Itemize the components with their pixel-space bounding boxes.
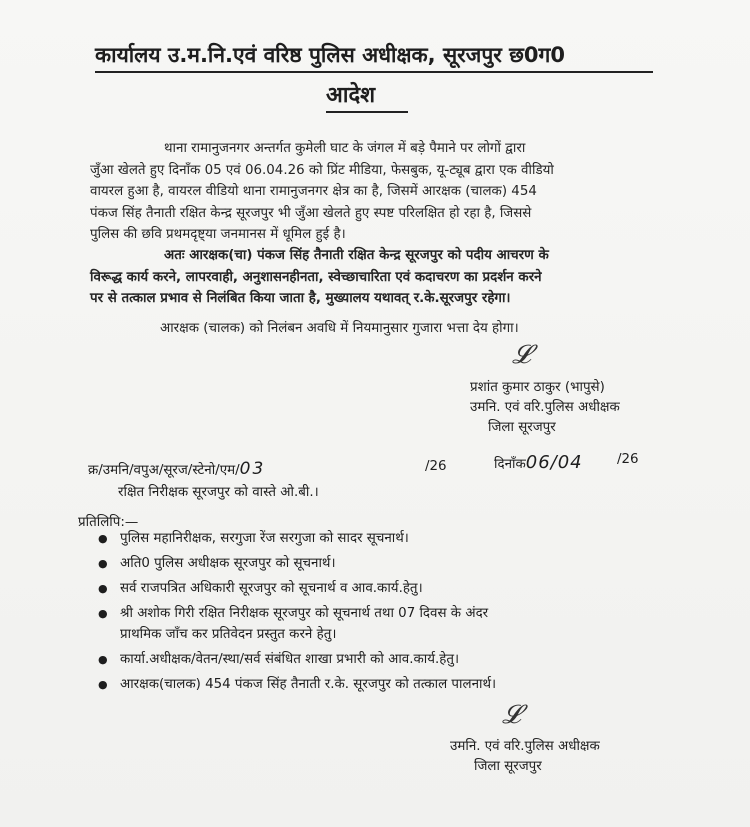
signature-mark: 𝓛 [512, 340, 531, 370]
paragraph-line: पंकज सिंह तैनाती रक्षित केन्द्र सूरजपुर भी जुँआ खेलते हुए स्पष्ट परिलक्षित हो रहा है, जिससे [90, 205, 532, 221]
paragraph-line: पुलिस की छवि प्रथमदृष्ट्या जनमानस में धूमिल हुई है। [90, 227, 346, 242]
copy-label: प्रतिलिपि:— [78, 515, 139, 530]
order-heading: आदेश [326, 83, 376, 108]
date-year: /26 [617, 452, 639, 467]
list-item-text: श्री अशोक गिरी रक्षित निरीक्षक सूरजपुर को सूचनार्थ तथा 07 दिवस के अंदर [120, 606, 489, 621]
order-paragraph-3: आरक्षक (चालक) को निलंबन अवधि में नियमानुसार गुजारा भत्ता देय होगा। [160, 321, 519, 336]
officer-district: जिला सूरजपुर [488, 420, 556, 435]
order-paragraph-1 [90, 138, 690, 246]
date-handwritten: 06/04 [525, 452, 583, 473]
list-item-continuation: प्राथमिक जाँच कर प्रतिवेदन प्रस्तुत करने हेतु। [120, 627, 337, 642]
officer-designation: उमनि. एवं वरि.पुलिस अधीक्षक [470, 400, 620, 415]
paragraph-line: अतः आरक्षक(चा) पंकज सिंह तैनाती रक्षित केन्द्र सूरजपुर को पदीय आचरण के [164, 248, 549, 263]
reference-number [88, 459, 265, 479]
signature-block [470, 378, 620, 438]
title-underline [95, 71, 653, 73]
list-item: ● पुलिस महानिरीक्षक, सरगुजा रेंज सरगुजा को सादर सूचनार्थ। [98, 528, 658, 549]
order-underline [326, 111, 408, 113]
signature-block [450, 737, 600, 777]
list-item: ● आरक्षक(चालक) 454 पंकज सिंह तैनाती र.के. सूरजपुर को तत्काल पालनार्थ। [98, 674, 658, 695]
copy-list [98, 528, 658, 699]
officer-designation: उमनि. एवं वरि.पुलिस अधीक्षक [450, 739, 600, 754]
list-item: ● सर्व राजपत्रित अधिकारी सूरजपुर को सूचनार्थ व आव.कार्य.हेतु। [98, 578, 658, 599]
paragraph-line: पर से तत्काल प्रभाव से निलंबित किया जाता है, मुख्यालय यथावत् र.के.सूरजपुर रहेगा। [90, 291, 511, 306]
list-item: ● कार्या.अधीक्षक/वेतन/स्था/सर्व संबंधित शाखा प्रभारी को आव.कार्य.हेतु। [98, 649, 658, 670]
signature-mark: 𝓛 [502, 700, 521, 730]
list-item: ● अति0 पुलिस अधीक्षक सूरजपुर को सूचनार्थ। [98, 553, 658, 574]
office-title: कार्यालय उ.म.नि.एवं वरिष्ठ पुलिस अधीक्षक, सूरजपुर छ0ग0 [95, 43, 565, 67]
list-item [98, 603, 658, 645]
paragraph-line: विरूद्ध कार्य करने, लापरवाही, अनुशासनहीनता, स्वेच्छाचारिता एवं कदाचरण का प्रदर्शन करने [90, 269, 542, 285]
reference-year: /26 [425, 459, 447, 474]
reference-date [494, 452, 583, 473]
reference-prefix: क्र/उमनि/वपुअ/सूरज/स्टेनो/एम/ [88, 463, 240, 478]
paragraph-line: वायरल हुआ है, वायरल वीडियो थाना रामानुजनगर क्षेत्र का है, जिसमें आरक्षक (चालक) 454 [90, 184, 537, 199]
reference-recipient: रक्षित निरीक्षक सूरजपुर को वास्ते ओ.बी.। [118, 485, 319, 500]
order-paragraph-2 [90, 245, 690, 310]
paragraph-line: जुँआ खेलते हुए दिनाँक 05 एवं 06.04.26 को प्रिंट मीडिया, फेसबुक, यू-ट्यूब द्वारा एक वीडियो [90, 162, 554, 178]
paragraph-line: थाना रामानुजनगर अन्तर्गत कुमेली घाट के जंगल में बड़े पैमाने पर लोगों द्वारा [164, 141, 526, 156]
officer-name: प्रशांत कुमार ठाकुर (भापुसे) [470, 380, 605, 395]
officer-district: जिला सूरजपुर [474, 759, 542, 774]
date-label: दिनाँक [494, 457, 526, 472]
reference-handwritten-number: 03 [239, 459, 266, 479]
